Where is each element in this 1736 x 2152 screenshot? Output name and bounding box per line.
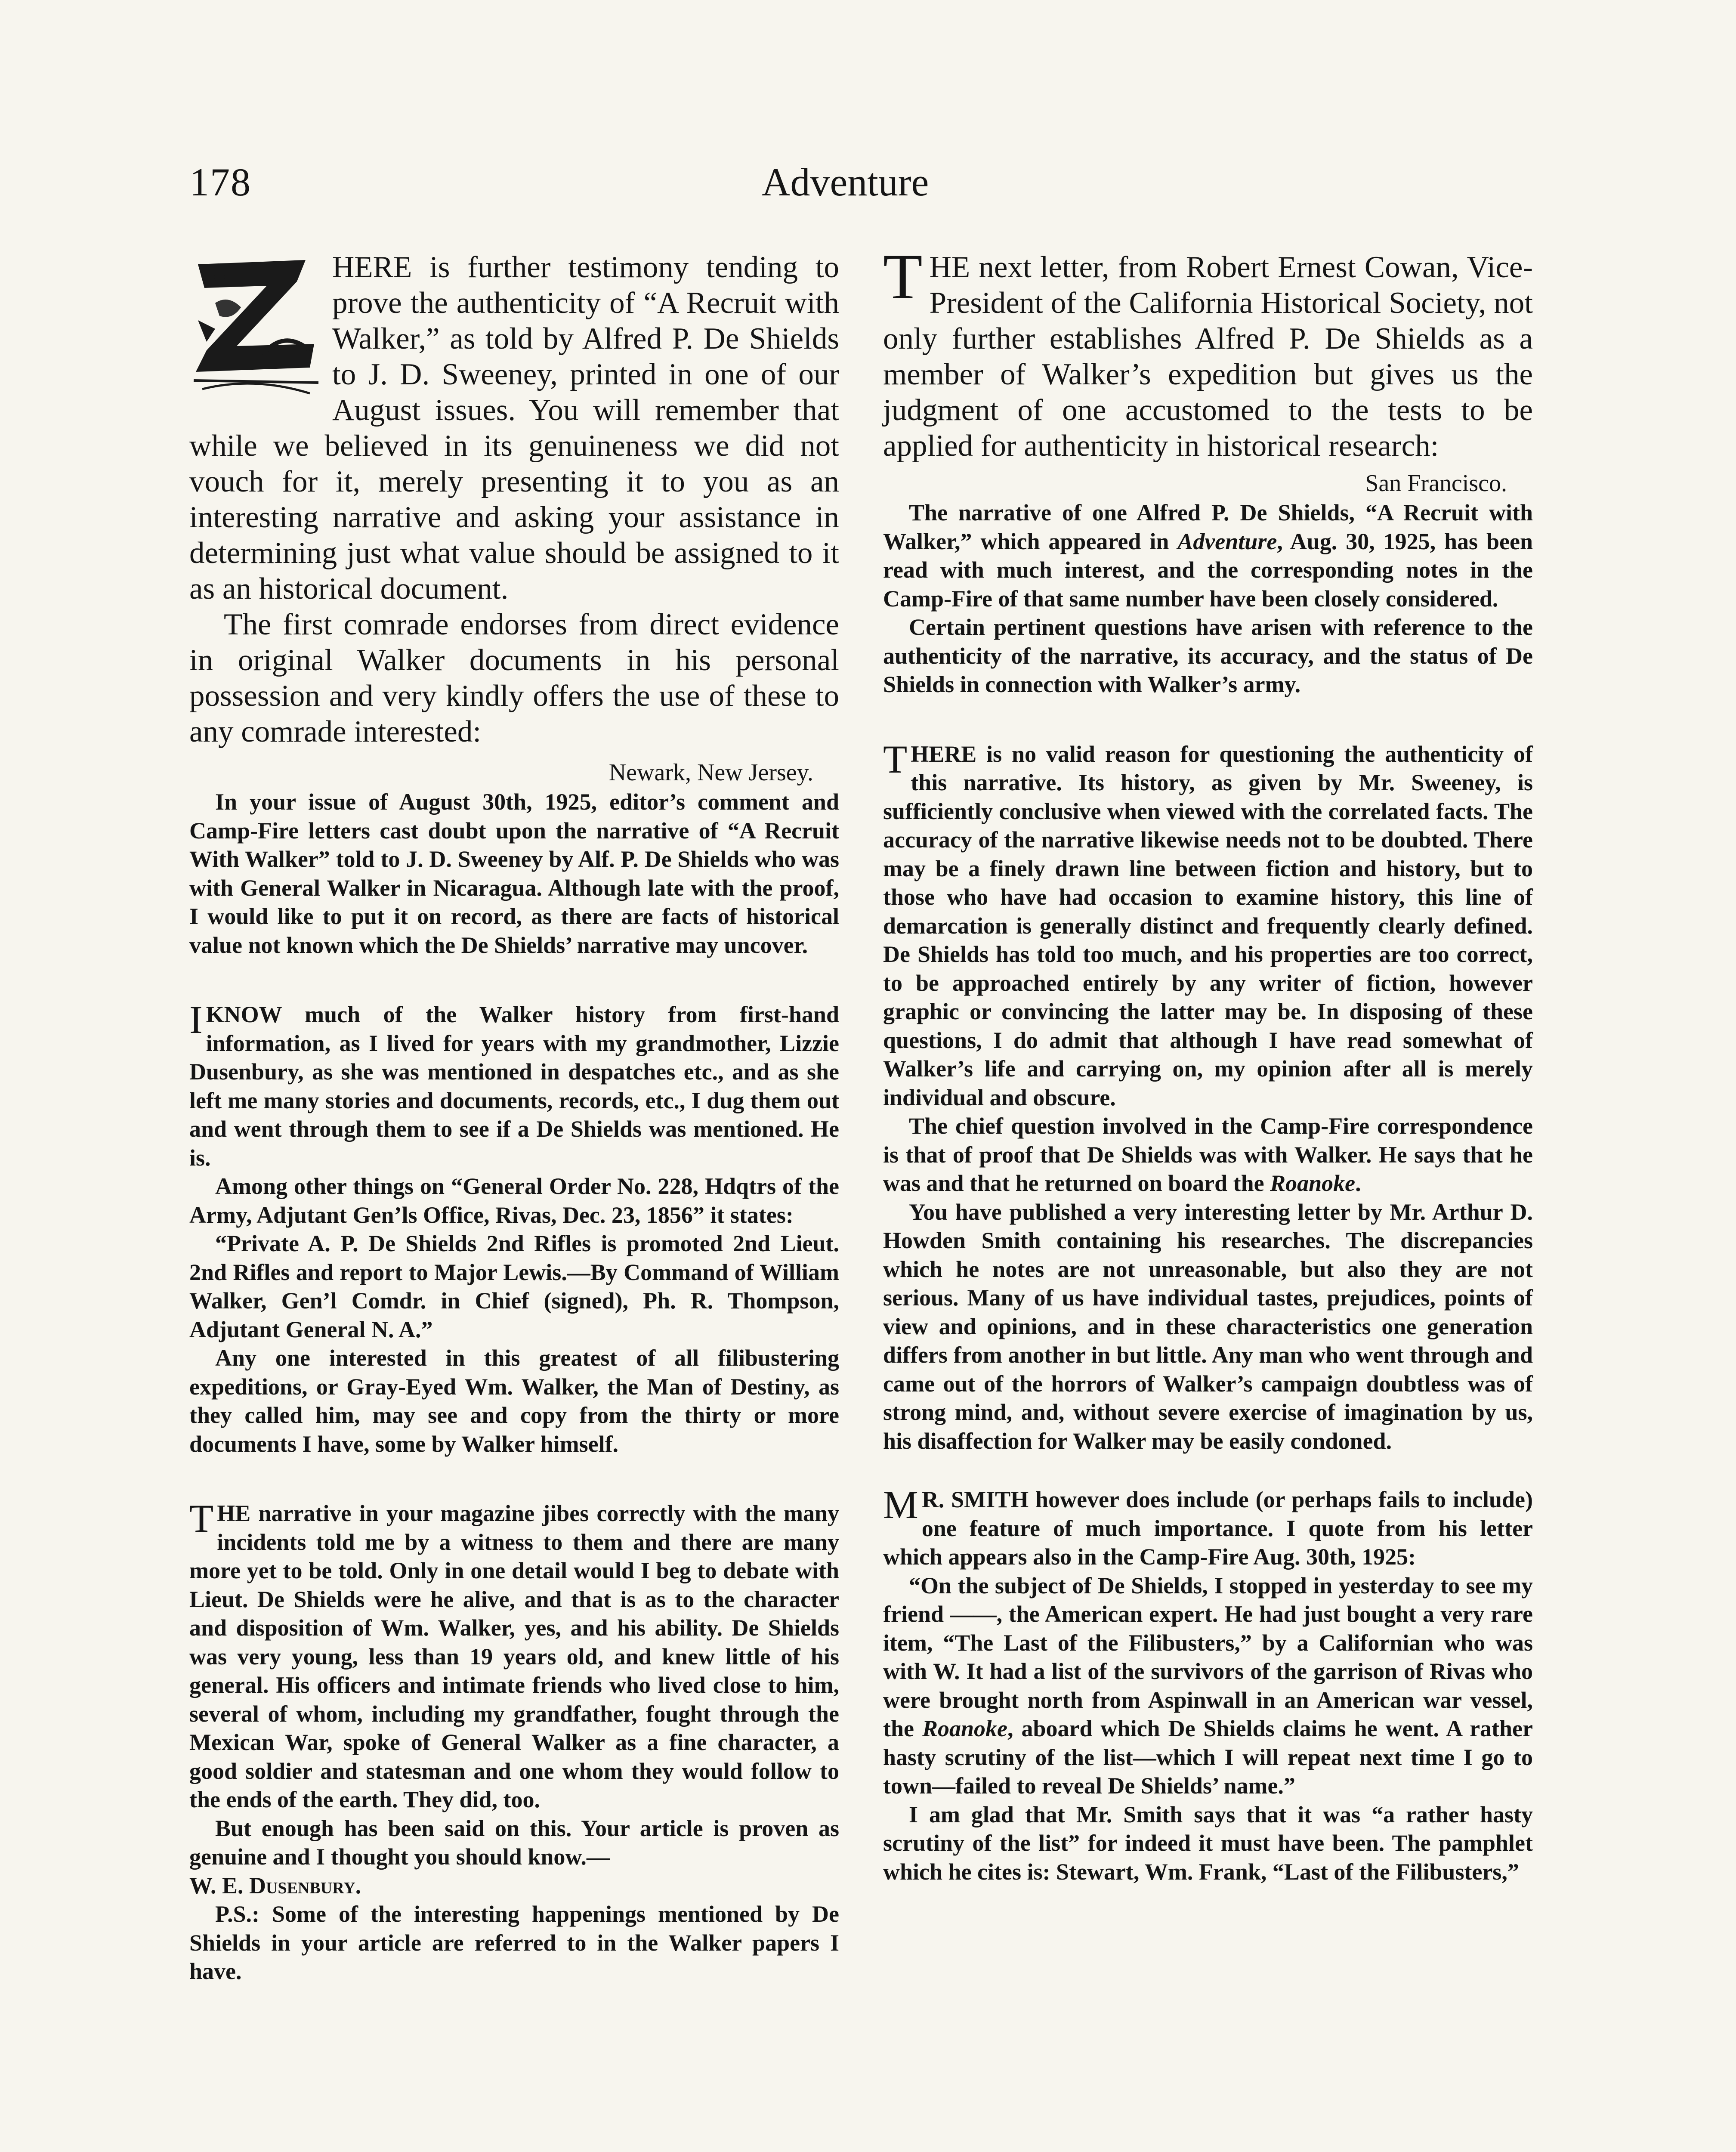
ship-name: Roanoke <box>922 1716 1008 1741</box>
intro-initial: T <box>883 241 923 312</box>
text-run: , Aug. 30, 1925, has been read with much interest, and the corresponding notes in the Camp-Fire of that same number have been closely considered. <box>883 528 1533 612</box>
letter-paragraph: You have published a very interesting letter by Mr. Arthur D. Howden Smith containing his researches. The discrepancies which he notes are not unreasonable, but also they are not serious. Many of us have individual tastes, prejudices, points of view and opinions, and in these characteristics one generation differs from another in but little. Any man who went through and came out of the horrors of Walker’s campaign doubtless was of strong mind, and, without severe exercise of imagination by us, his disaffection for Walker may be easily condoned. <box>883 1199 1533 1454</box>
text-run: , aboard which De Shields claims he went. A rather hasty scrutiny of the list—which I will repeat next time I go to town—failed to reveal De Shields’ name.” <box>883 1716 1533 1799</box>
section-initial: I <box>189 998 203 1042</box>
intro-paragraph: HERE is further testimony tending to prove the authenticity of “A Recruit with Walker,” as told by Alfred P. De Shields to J. D. Sweeney, printed in one of our August issues. You will remember that while we believed in its genuineness we did not vouch for it, merely presenting it to you as an interesting narrative and asking your assistance in determining just what value should be assigned to it as an historical document. <box>189 250 839 606</box>
letter-paragraph: “Private A. P. De Shields 2nd Rifles is promoted 2nd Lieut. 2nd Rifles and report to Major Lewis.—By Command of William Walker, Gen’l Comdr. in Chief (signed), Ph. R. Thompson, Adjutant General N. A.” <box>189 1231 839 1342</box>
section-initial: T <box>883 737 908 781</box>
letter-paragraph <box>883 498 1533 613</box>
letter-paragraph: HERE is no valid reason for questioning the authenticity of this narrative. Its history, as given by Mr. Sweeney, is sufficiently conclusive when viewed with the correlated facts. The accuracy of the narrative likewise needs not to be doubted. There may be a finely drawn line between fiction and history, but to those who have had occasion to examine history, this line of demarcation is generally distinct and frequently clearly defined. De Shields has told too much, and his properties are too correct, to be approached entirely by any writer of fiction, however graphic or convincing the latter may be. In disposing of these questions, I do admit that although I have read somewhat of Walker’s life and carrying on, my opinion after all is merely individual and obscure. <box>883 741 1533 1110</box>
letter-section <box>189 1000 839 1458</box>
letter-paragraph: R. SMITH however does include (or perhaps fails to include) one feature of much importance. I quote from his letter which appears also in the Camp-Fire Aug. 30th, 1925: <box>883 1487 1533 1570</box>
right-column <box>883 241 1533 1886</box>
page-header <box>189 159 1549 220</box>
text-run: “On the subject of De Shields, I stopped in yesterday to see my friend ——, the American expert. He had just bought a very rare item, “The Last of the Filibusters,” by a Californian who was with W. It had a list of the survivors of the garrison of Rivas who were brought north from Aspinwall in an American war vessel, the <box>883 1572 1533 1741</box>
section-initial: T <box>189 1497 214 1540</box>
letter-paragraph: KNOW much of the Walker history from first-hand information, as I lived for years with my grandmother, Lizzie Dusenbury, as she was mentioned in despatches etc., and as she left me many stories and documents, records, etc., I dug them out and went through them to see if a De Shields was mentioned. He is. <box>189 1002 839 1171</box>
letter-section <box>189 1499 839 1986</box>
text-run: The narrative of one Alfred P. De Shields, “A Recruit with Walker,” which appeared in <box>883 500 1533 554</box>
letter-paragraph: Among other things on “General Order No. 228, Hdqtrs of the Army, Adjutant Gen’ls Office, Rivas, Dec. 23, 1856” it states: <box>189 1173 839 1228</box>
letter-paragraph: HE narrative in your magazine jibes correctly with the many incidents told me by a witness to them and there are many more yet to be told. Only in one detail would I beg to debate with Lieut. De Shields were he alive, and that is as to the character and disposition of Wm. Walker, yes, and his ability. De Shields was very young, less than 19 years old, and knew little of his general. His officers and intimate friends who lived close to him, several of whom, including my grandfather, fought through the Mexican War, spoke of General Walker as a fine character, a good soldier and statesman and one whom they would follow to the ends of the earth. They did, too. <box>189 1500 839 1812</box>
letter-postscript: P.S.: Some of the interesting happenings mentioned by De Shields in your article are referred to in the Walker papers I have. <box>189 1901 839 1984</box>
letter-paragraph <box>883 1571 1533 1800</box>
ship-name: Roanoke <box>1270 1170 1356 1196</box>
magazine-name: Adventure <box>1177 528 1277 554</box>
letter-paragraph: But enough has been said on this. Your article is proven as genuine and I thought you should know.— <box>189 1815 839 1870</box>
text-run: The chief question involved in the Camp-Fire correspondence is that of proof that De Shields was with Walker. He says that he was and that he returned on board the <box>883 1113 1533 1196</box>
letter-paragraph: Any one interested in this greatest of all filibustering expeditions, or Gray-Eyed Wm. Walker, the Man of Destiny, as they called him, may see and copy from the thirty or more documents I have, some by Walker himself. <box>189 1345 839 1457</box>
intro-paragraph: HE next letter, from Robert Ernest Cowan, Vice-President of the California Historical Society, not only further establishes Alfred P. De Shields as a member of Walker’s expedition but gives us the judgment of one accustomed to the tests to be applied for authenticity in historical research: <box>883 250 1533 463</box>
left-column <box>189 250 839 1986</box>
running-title: Adventure <box>762 160 929 204</box>
letter-paragraph: I am glad that Mr. Smith says that it was “a rather hasty scrutiny of the list” for indeed it must have been. The pamphlet which he cites is: Stewart, Wm. Frank, “Last of the Filibusters,” <box>883 1801 1533 1885</box>
decorative-initial-z-icon <box>189 251 323 400</box>
letter-section <box>883 737 1533 1456</box>
letter-place: San Francisco. <box>1365 470 1507 497</box>
section-initial: M <box>883 1483 918 1527</box>
body-paragraph: The first comrade endorses from direct evidence in original Walker documents in his personal possession and very kindly offers the use of these to any comrade interested: <box>189 608 839 748</box>
letter-paragraph: In your issue of August 30th, 1925, editor’s comment and Camp-Fire letters cast doubt upon the narrative of “A Recruit With Walker” told to J. D. Sweeney by Alf. P. De Shields who was with General Walker in Nicaragua. Although late with the proof, I would like to put it on record, as there are facts of historical value not known which the De Shields’ narrative may uncover. <box>189 789 839 958</box>
letter-place: Newark, New Jersey. <box>609 759 813 786</box>
text-run: . <box>1355 1170 1361 1196</box>
letter-section <box>883 1485 1533 1886</box>
letter-paragraph: Certain pertinent questions have arisen with reference to the authenticity of the narrative, its accuracy, and the status of De Shields in connection with Walker’s army. <box>883 614 1533 697</box>
page-number: 178 <box>189 160 251 204</box>
letter-paragraph <box>883 1112 1533 1198</box>
letter-signature: W. E. Dusenbury. <box>189 1872 361 1898</box>
